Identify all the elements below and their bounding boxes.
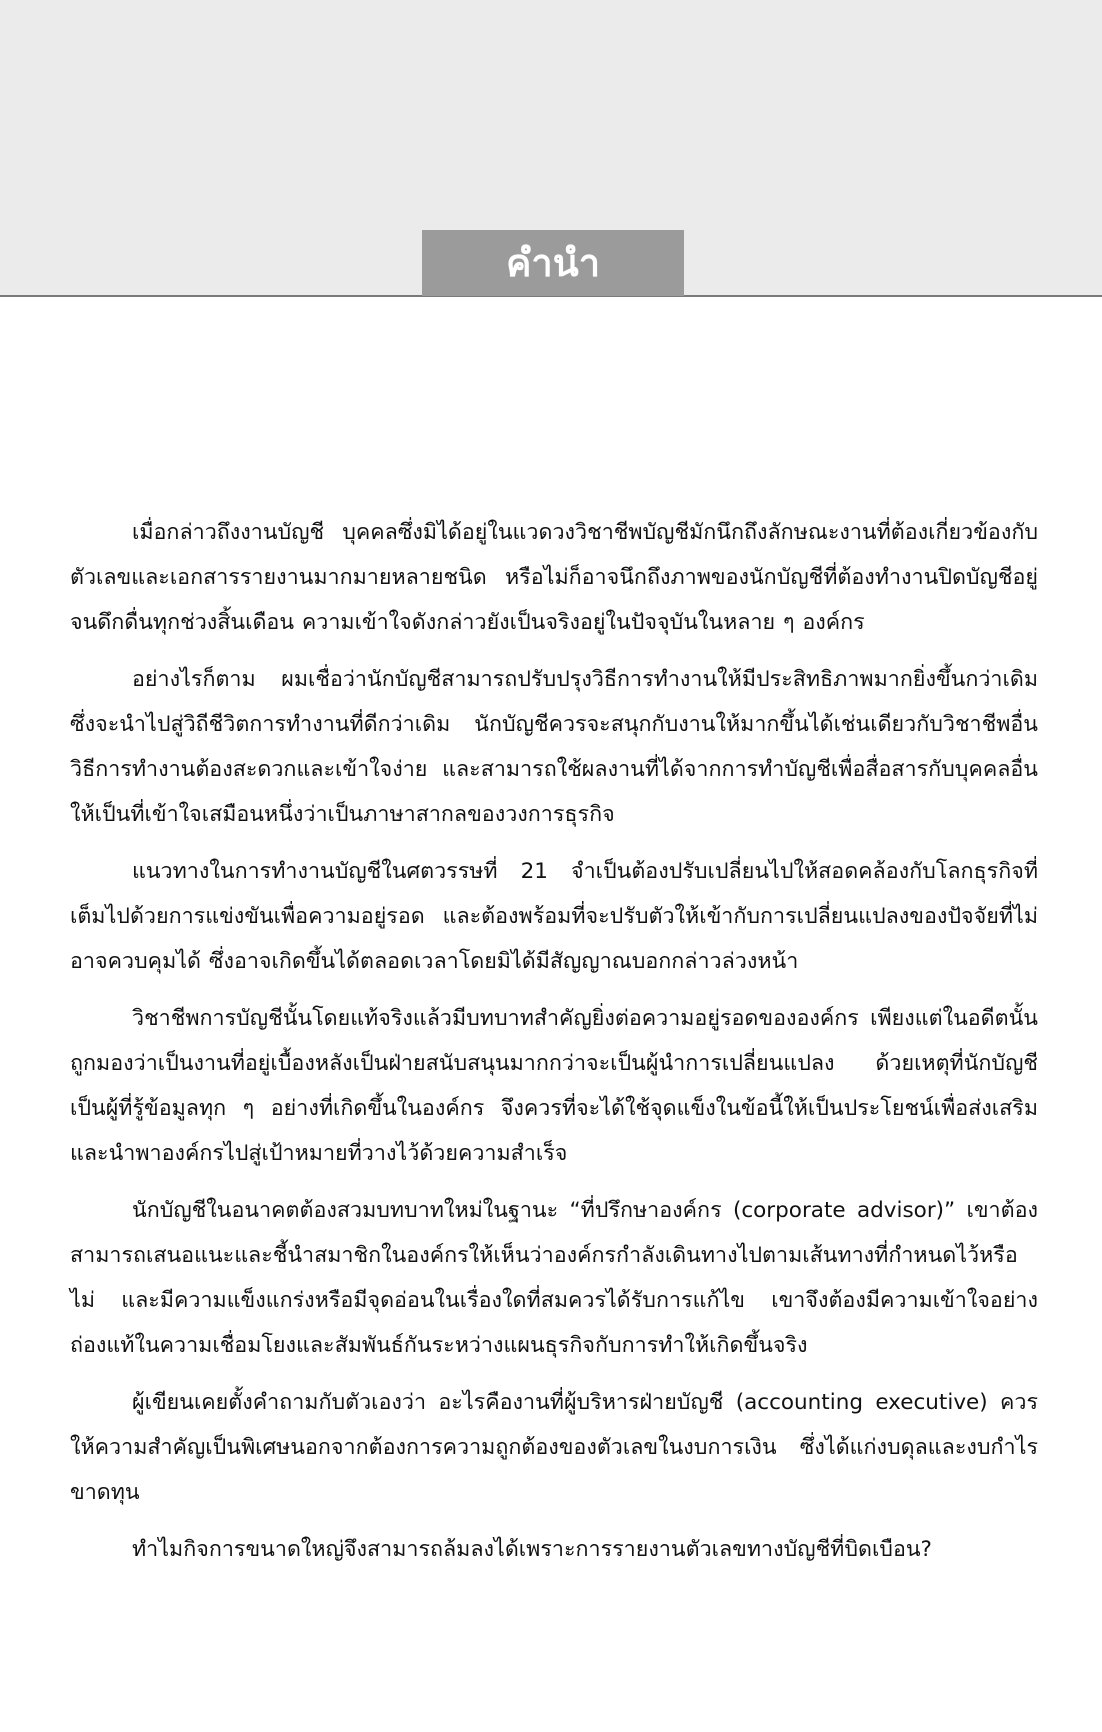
paragraph-3: แนวทางในการทำงานบัญชีในศตวรรษที่ 21 จำเป็นต้องปรับเปลี่ยนไปให้สอดคล้องกับโลกธุรกิจที่เต็มไปด้วยการแข่งขันเพื่อความอยู่รอด และต้องพร้อมที่จะปรับตัวให้เข้ากับการเปลี่ยนแปลงของปัจจัยที่ไม่อาจควบคุมได้ ซึ่งอาจเกิดขึ้นได้ตลอดเวลาโดยมิได้มีสัญญาณบอกกล่าวล่วงหน้า xyxy=(70,859,1038,974)
paragraph-2: อย่างไรก็ตาม ผมเชื่อว่านักบัญชีสามารถปรับปรุงวิธีการทำงานให้มีประสิทธิภาพมากยิ่งขึ้นกว่าเดิม ซึ่งจะนำไปสู่วิถีชีวิตการทำงานที่ดีกว่าเดิม นักบัญชีควรจะสนุกกับงานให้มากขึ้นได้เช่นเดียวกับวิชาชีพอื่น วิธีการทำงานต้องสะดวกและเข้าใจง่าย และสามารถใช้ผลงานที่ได้จากการทำบัญชีเพื่อสื่อสารกับบุคคลอื่นให้เป็นที่เข้าใจเสมือนหนึ่งว่าเป็นภาษาสากลของวงการธุรกิจ xyxy=(70,667,1038,827)
paragraph-6: ผู้เขียนเคยตั้งคำถามกับตัวเองว่า อะไรคืองานที่ผู้บริหารฝ่ายบัญชี (accounting executive) ควรให้ความสำคัญเป็นพิเศษนอกจากต้องการความถูกต้องของตัวเลขในงบการเงิน ซึ่งได้แก่งบดุลและงบกำไรขาดทุน xyxy=(70,1390,1038,1505)
body-text xyxy=(70,510,1038,1584)
paragraph-7: ทำไมกิจการขนาดใหญ่จึงสามารถล้มลงได้เพราะการรายงานตัวเลขทางบัญชีที่บิดเบือน? xyxy=(132,1537,932,1562)
paragraph-4: วิชาชีพการบัญชีนั้นโดยแท้จริงแล้วมีบทบาทสำคัญยิ่งต่อความอยู่รอดขององค์กร เพียงแต่ในอดีตนั้นถูกมองว่าเป็นงานที่อยู่เบื้องหลังเป็นฝ่ายสนับสนุนมากกว่าจะเป็นผู้นำการเปลี่ยนแปลง ด้วยเหตุที่นักบัญชีเป็นผู้ที่รู้ข้อมูลทุก ๆ อย่างที่เกิดขึ้นในองค์กร จึงควรที่จะได้ใช้จุดแข็งในข้อนี้ให้เป็นประโยชน์เพื่อส่งเสริมและนำพาองค์กรไปสู่เป้าหมายที่วางไว้ด้วยความสำเร็จ xyxy=(70,1006,1038,1166)
paragraph-5: นักบัญชีในอนาคตต้องสวมบทบาทใหม่ในฐานะ “ที่ปรึกษาองค์กร (corporate advisor)” เขาต้องสามารถเสนอแนะและชี้นำสมาชิกในองค์กรให้เห็นว่าองค์กรกำลังเดินทางไปตามเส้นทางที่กำหนดไว้หรือไม่ และมีความแข็งแกร่งหรือมีจุดอ่อนในเรื่องใดที่สมควรได้รับการแก้ไข เขาจึงต้องมีความเข้าใจอย่างถ่องแท้ในความเชื่อมโยงและสัมพันธ์กันระหว่างแผนธุรกิจกับการทำให้เกิดขึ้นจริง xyxy=(70,1198,1038,1358)
page-title: คำนำ xyxy=(505,241,601,285)
paragraph-1: เมื่อกล่าวถึงงานบัญชี บุคคลซึ่งมิได้อยู่ในแวดวงวิชาชีพบัญชีมักนึกถึงลักษณะงานที่ต้องเกี่ยวข้องกับตัวเลขและเอกสารรายงานมากมายหลายชนิด หรือไม่ก็อาจนึกถึงภาพของนักบัญชีที่ต้องทำงานปิดบัญชีอยู่จนดึกดื่นทุกช่วงสิ้นเดือน ความเข้าใจดังกล่าวยังเป็นจริงอยู่ในปัจจุบันในหลาย ๆ องค์กร xyxy=(70,520,1038,635)
title-tab xyxy=(422,230,684,296)
